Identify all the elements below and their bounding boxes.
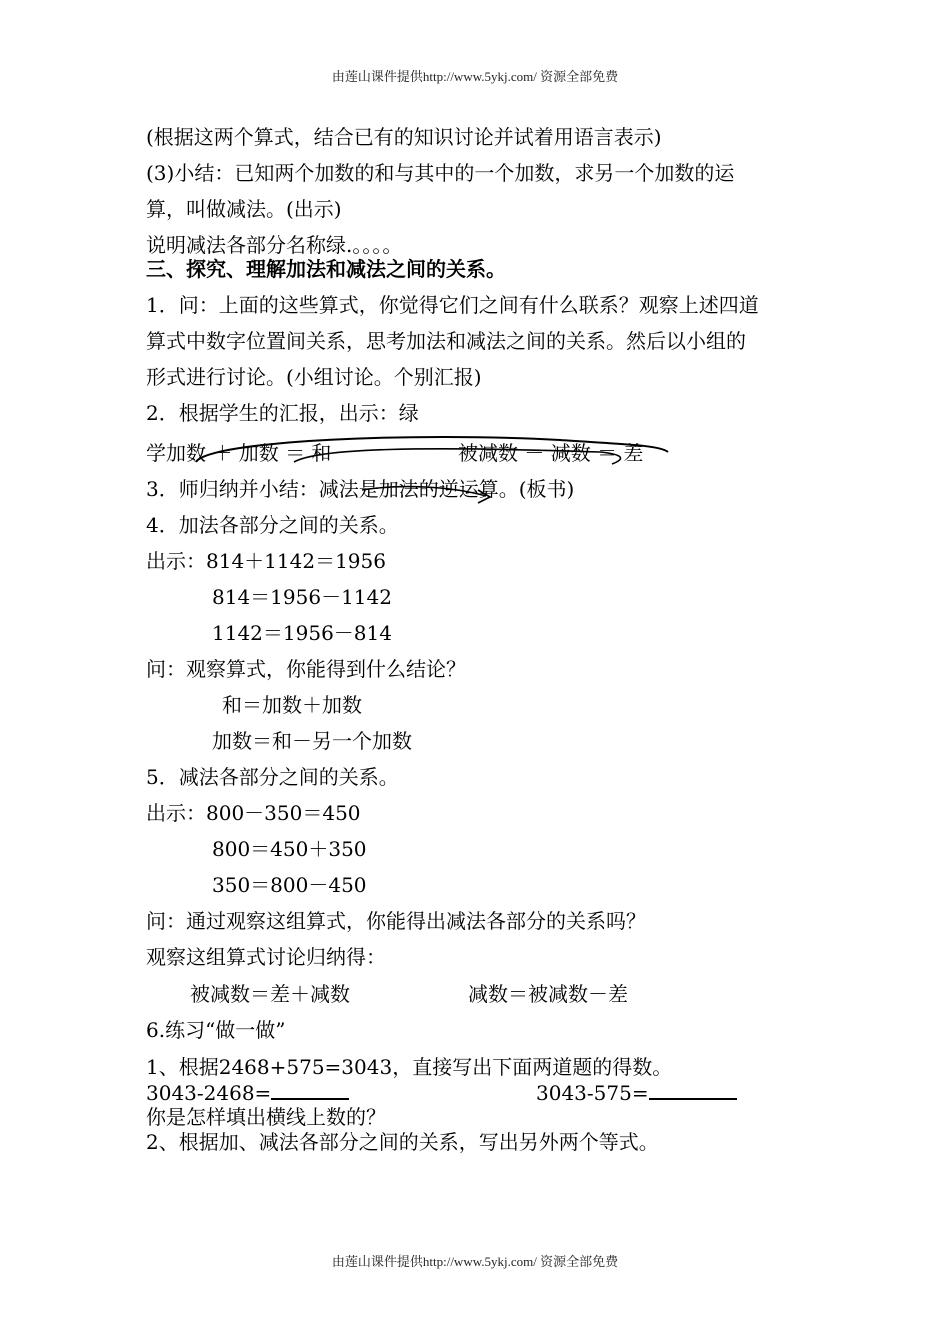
text-line: 说明减法各部分名称绿.。。。。 — [146, 233, 403, 257]
section-heading: 三、探究、理解加法和减法之间的关系。 — [146, 257, 506, 281]
subtraction-formula: 被减数 － 减数 ＝ 差 — [458, 441, 644, 465]
exercise-question: 1、根据2468+575=3043，直接写出下面两道题的得数。 — [146, 1055, 673, 1079]
text-line: 5．减法各部分之间的关系。 — [146, 765, 399, 789]
conclusion-line: 和＝加数＋加数 — [222, 693, 362, 717]
conclusion-line: 被减数＝差＋减数 — [190, 982, 350, 1006]
equation-line: 350＝800－450 — [212, 873, 367, 897]
equation-line: 814＝1956－1142 — [212, 585, 392, 609]
text-line: 问：通过观察这组算式，你能得出减法各部分的关系吗？ — [146, 909, 646, 933]
exercise-title: 6.练习“做一做” — [146, 1018, 286, 1042]
answer-blank[interactable] — [649, 1080, 737, 1100]
curve-bottom-arrow — [362, 487, 486, 496]
addition-formula: 学加数 ＋ 加数 ＝ 和 — [146, 441, 332, 465]
text-line: 1．问：上面的这些算式，你觉得它们之间有什么联系？观察上述四道 — [146, 293, 759, 317]
answer-blank[interactable] — [271, 1080, 349, 1100]
text-line: 观察这组算式讨论归纳得： — [146, 945, 386, 969]
text-line: 2．根据学生的汇报，出示：绿 — [146, 401, 419, 425]
page-footer: 由莲山课件提供http://www.5ykj.com/ 资源全部免费 — [331, 1254, 619, 1269]
text-line: 3．师归纳并小结：减法是加法的逆运算。(板书) — [146, 477, 575, 501]
equation-line: 出示：814＋1142＝1956 — [146, 549, 386, 573]
text-line: 算，叫做减法。(出示) — [146, 197, 342, 221]
curve-inner-arrow — [294, 449, 621, 464]
equation-prompt: 3043-575= — [536, 1081, 649, 1105]
page-header: 由莲山课件提供http://www.5ykj.com/ 资源全部免费 — [331, 69, 619, 84]
conclusion-line: 减数＝被减数－差 — [468, 982, 628, 1006]
equation-line: 1142＝1956－814 — [212, 621, 392, 645]
text-line: (3)小结：已知两个加数的和与其中的一个加数，求另一个加数的运 — [146, 161, 735, 185]
text-line: 你是怎样填出横线上数的？ — [146, 1105, 386, 1129]
conclusion-line: 加数＝和－另一个加数 — [212, 729, 412, 753]
text-line: 问：观察算式，你能得到什么结论？ — [146, 657, 466, 681]
text-line: 4．加法各部分之间的关系。 — [146, 513, 399, 537]
text-line: (根据这两个算式，结合已有的知识讨论并试着用语言表示) — [146, 125, 662, 149]
equation-line: 出示：800－350＝450 — [146, 801, 361, 825]
equation-prompt: 3043-2468= — [146, 1081, 272, 1105]
answer-row-right — [536, 1080, 737, 1105]
text-line: 形式进行讨论。(小组讨论。个别汇报) — [146, 365, 482, 389]
arrowhead — [478, 490, 490, 503]
equation-line: 800＝450＋350 — [212, 837, 367, 861]
exercise-question: 2、根据加、减法各部分之间的关系，写出另外两个等式。 — [146, 1130, 659, 1154]
text-line: 算式中数字位置间关系，思考加法和减法之间的关系。然后以小组的 — [146, 329, 746, 353]
answer-row-left — [146, 1080, 349, 1105]
